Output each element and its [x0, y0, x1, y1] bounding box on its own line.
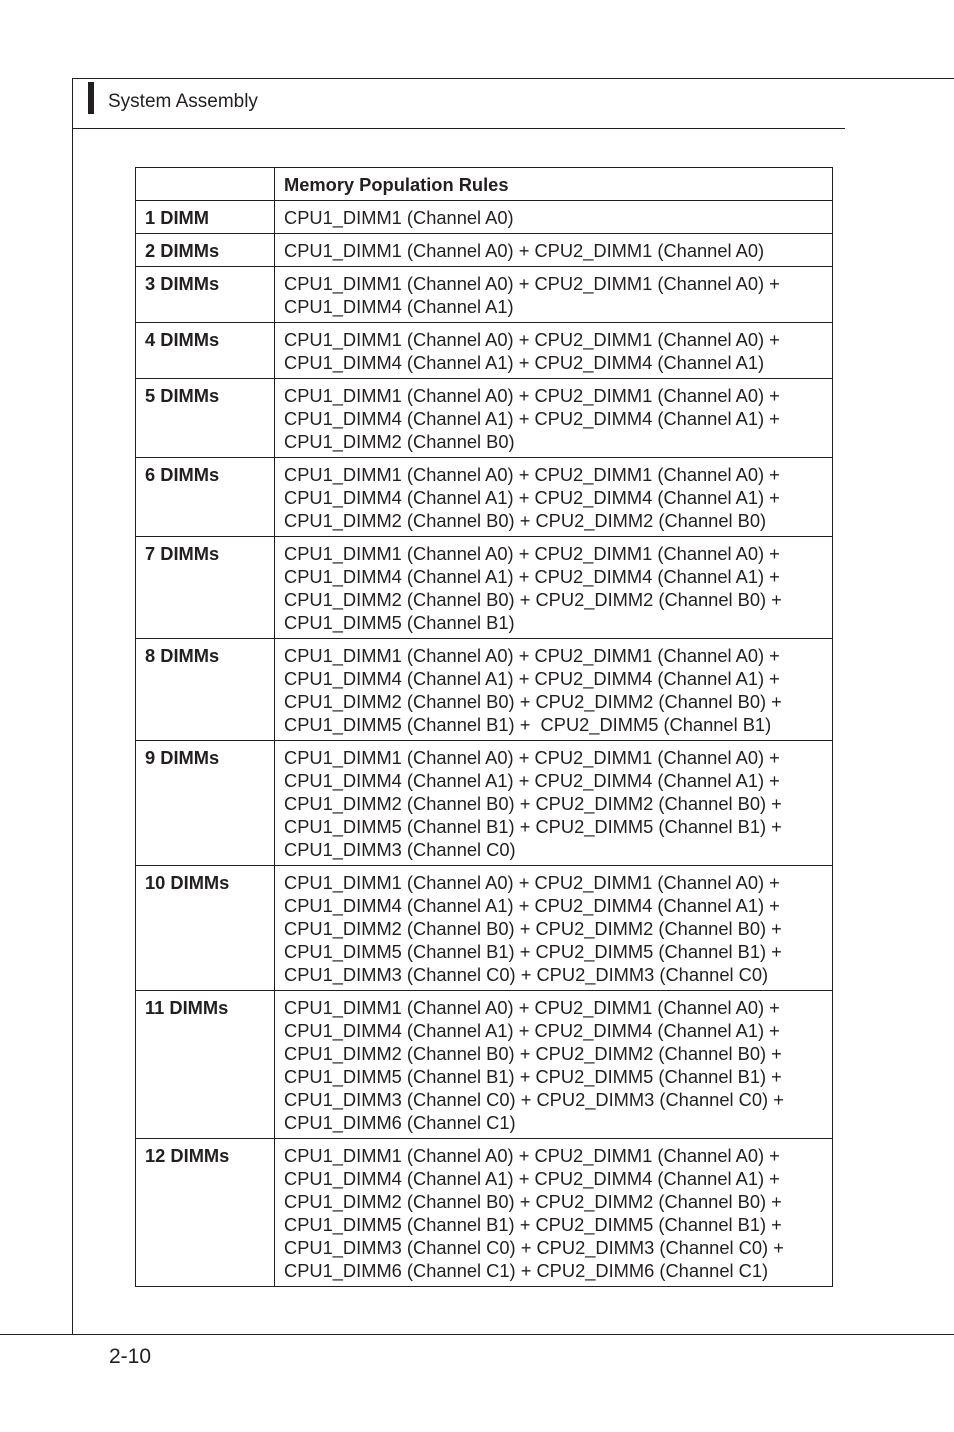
table-header-row [136, 168, 833, 201]
rule-line: CPU1_DIMM3 (Channel C0) + CPU2_DIMM3 (Channel C0) + [284, 1237, 784, 1258]
rule-line: CPU1_DIMM4 (Channel A1) + CPU2_DIMM4 (Channel A1) + [284, 1020, 780, 1041]
rule-line: CPU1_DIMM2 (Channel B0) + CPU2_DIMM2 (Channel B0) + [284, 1043, 782, 1064]
rule-line: CPU1_DIMM4 (Channel A1) + CPU2_DIMM4 (Channel A1) + [284, 770, 780, 791]
rule-line: CPU1_DIMM5 (Channel B1) + CPU2_DIMM5 (Channel B1) + [284, 1214, 782, 1235]
table-row [136, 537, 833, 639]
rule-line: CPU1_DIMM2 (Channel B0) + CPU2_DIMM2 (Channel B0) + [284, 793, 782, 814]
population-rule-cell [275, 201, 833, 234]
rule-line: CPU1_DIMM3 (Channel C0) [284, 839, 516, 860]
rule-line: CPU1_DIMM1 (Channel A0) + CPU2_DIMM1 (Channel A0) + [284, 385, 780, 406]
dimm-count-cell: 7 DIMMs [136, 537, 275, 639]
dimm-count-cell: 8 DIMMs [136, 639, 275, 741]
rule-line: CPU1_DIMM4 (Channel A1) [284, 296, 514, 317]
header-cell-empty [136, 168, 275, 201]
rule-line: CPU1_DIMM4 (Channel A1) + CPU2_DIMM4 (Channel A1) [284, 352, 765, 373]
section-title: System Assembly [108, 91, 258, 112]
rule-line: CPU1_DIMM1 (Channel A0) + CPU2_DIMM1 (Channel A0) + [284, 645, 780, 666]
dimm-count-cell: 12 DIMMs [136, 1139, 275, 1287]
rule-line: CPU1_DIMM2 (Channel B0) + CPU2_DIMM2 (Channel B0) [284, 510, 767, 531]
rule-line: CPU1_DIMM1 (Channel A0) + CPU2_DIMM1 (Channel A0) + [284, 464, 780, 485]
left-margin-rule [72, 78, 73, 1335]
table-row [136, 234, 833, 267]
rule-line: CPU1_DIMM5 (Channel B1) [284, 612, 515, 633]
population-rule-cell [275, 537, 833, 639]
population-rule-cell [275, 234, 833, 267]
dimm-count-cell: 3 DIMMs [136, 267, 275, 323]
footer-rule [0, 1334, 954, 1335]
rule-line: CPU1_DIMM4 (Channel A1) + CPU2_DIMM4 (Channel A1) + [284, 408, 780, 429]
dimm-count-cell: 6 DIMMs [136, 458, 275, 537]
dimm-count-cell: 11 DIMMs [136, 991, 275, 1139]
rule-line: CPU1_DIMM1 (Channel A0) [284, 207, 514, 228]
rule-line: CPU1_DIMM4 (Channel A1) + CPU2_DIMM4 (Channel A1) + [284, 487, 780, 508]
table-row [136, 458, 833, 537]
table-row [136, 866, 833, 991]
rule-line: CPU1_DIMM4 (Channel A1) + CPU2_DIMM4 (Channel A1) + [284, 668, 780, 689]
rule-line: CPU1_DIMM5 (Channel B1) + CPU2_DIMM5 (Channel B1) + [284, 816, 782, 837]
population-rule-cell [275, 741, 833, 866]
table-row [136, 639, 833, 741]
rule-line: CPU1_DIMM2 (Channel B0) + CPU2_DIMM2 (Channel B0) + [284, 918, 782, 939]
header-rule [72, 128, 845, 129]
table-row [136, 201, 833, 234]
population-rule-cell [275, 379, 833, 458]
rule-line: CPU1_DIMM1 (Channel A0) + CPU2_DIMM1 (Channel A0) [284, 240, 765, 261]
table-row [136, 1139, 833, 1287]
rule-line: CPU1_DIMM1 (Channel A0) + CPU2_DIMM1 (Channel A0) + [284, 1145, 780, 1166]
rule-line: CPU1_DIMM1 (Channel A0) + CPU2_DIMM1 (Channel A0) + [284, 273, 780, 294]
table-body [136, 201, 833, 1287]
dimm-count-cell: 10 DIMMs [136, 866, 275, 991]
dimm-count-cell: 2 DIMMs [136, 234, 275, 267]
population-rule-cell [275, 639, 833, 741]
table-row [136, 741, 833, 866]
population-rule-cell [275, 866, 833, 991]
rule-line: CPU1_DIMM6 (Channel C1) + CPU2_DIMM6 (Channel C1) [284, 1260, 769, 1281]
rule-line: CPU1_DIMM1 (Channel A0) + CPU2_DIMM1 (Channel A0) + [284, 997, 780, 1018]
rule-line: CPU1_DIMM1 (Channel A0) + CPU2_DIMM1 (Channel A0) + [284, 543, 780, 564]
dimm-count-cell: 5 DIMMs [136, 379, 275, 458]
rule-line: CPU1_DIMM2 (Channel B0) + CPU2_DIMM2 (Channel B0) + [284, 691, 782, 712]
population-rule-cell [275, 991, 833, 1139]
dimm-count-cell: 9 DIMMs [136, 741, 275, 866]
rule-line: CPU1_DIMM4 (Channel A1) + CPU2_DIMM4 (Channel A1) + [284, 895, 780, 916]
dimm-count-cell: 4 DIMMs [136, 323, 275, 379]
population-rule-cell [275, 458, 833, 537]
table-row [136, 267, 833, 323]
rule-line: CPU1_DIMM1 (Channel A0) + CPU2_DIMM1 (Channel A0) + [284, 747, 780, 768]
rule-line: CPU1_DIMM4 (Channel A1) + CPU2_DIMM4 (Channel A1) + [284, 1168, 780, 1189]
rule-line: CPU1_DIMM2 (Channel B0) + CPU2_DIMM2 (Channel B0) + [284, 1191, 782, 1212]
table-row [136, 379, 833, 458]
rule-line: CPU1_DIMM3 (Channel C0) + CPU2_DIMM3 (Channel C0) [284, 964, 769, 985]
rule-line: CPU1_DIMM4 (Channel A1) + CPU2_DIMM4 (Channel A1) + [284, 566, 780, 587]
population-rule-cell [275, 267, 833, 323]
top-rule [72, 78, 954, 79]
rule-line: CPU1_DIMM6 (Channel C1) [284, 1112, 516, 1133]
section-marker [88, 82, 94, 114]
rule-line: CPU1_DIMM2 (Channel B0) + CPU2_DIMM2 (Channel B0) + [284, 589, 782, 610]
table-row [136, 991, 833, 1139]
table-row [136, 323, 833, 379]
rule-line: CPU1_DIMM1 (Channel A0) + CPU2_DIMM1 (Channel A0) + [284, 872, 780, 893]
page-number: 2-10 [109, 1345, 152, 1368]
rule-line: CPU1_DIMM5 (Channel B1) + CPU2_DIMM5 (Channel B1) + [284, 1066, 782, 1087]
population-rule-cell [275, 1139, 833, 1287]
rule-line: CPU1_DIMM2 (Channel B0) [284, 431, 515, 452]
header-cell-rules: Memory Population Rules [275, 168, 833, 201]
memory-population-table [135, 167, 833, 1287]
population-rule-cell [275, 323, 833, 379]
dimm-count-cell: 1 DIMM [136, 201, 275, 234]
rule-line: CPU1_DIMM1 (Channel A0) + CPU2_DIMM1 (Channel A0) + [284, 329, 780, 350]
rule-line: CPU1_DIMM5 (Channel B1) + CPU2_DIMM5 (Channel B1) + [284, 941, 782, 962]
rule-line: CPU1_DIMM3 (Channel C0) + CPU2_DIMM3 (Channel C0) + [284, 1089, 784, 1110]
rule-line: CPU1_DIMM5 (Channel B1) + CPU2_DIMM5 (Channel B1) [284, 714, 772, 735]
